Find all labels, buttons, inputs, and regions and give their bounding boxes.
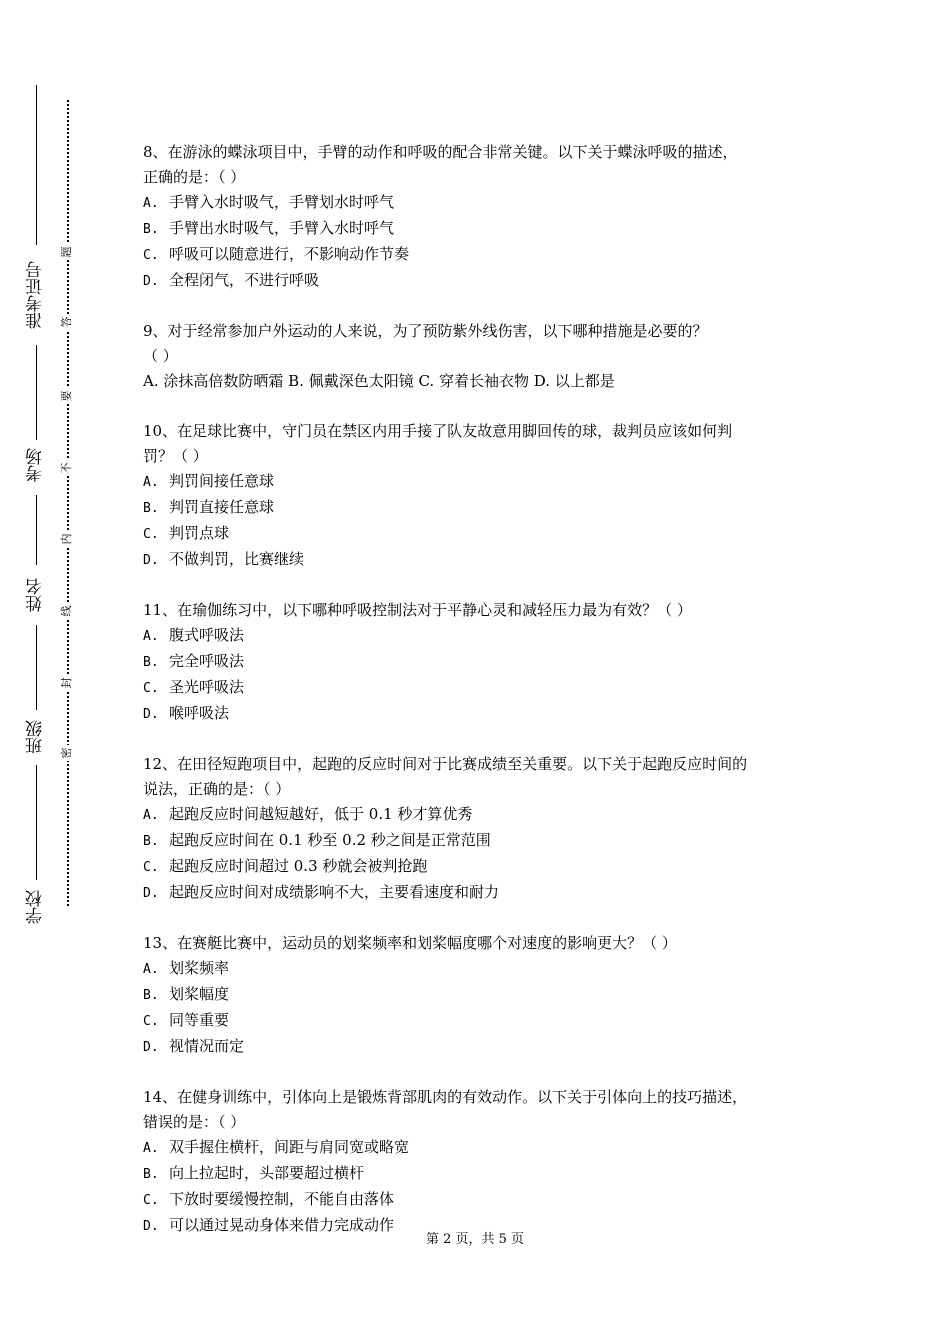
question-list [143, 140, 823, 1264]
question-stem: 8、在游泳的蝶泳项目中，手臂的动作和呼吸的配合非常关键。以下关于蝶泳呼吸的描述， [143, 143, 738, 161]
option-b: B. 手臂出水时吸气，手臂入水时呼气 [143, 219, 395, 237]
question-stem: 11、在瑜伽练习中，以下哪种呼吸控制法对于平静心灵和减轻压力最为有效？（ ） [143, 601, 692, 619]
question-9 [143, 319, 823, 394]
seal-char: 不 [59, 460, 75, 476]
option-d: D. 不做判罚，比赛继续 [143, 550, 305, 568]
option-b: B. 起跑反应时间在 0.1 秒至 0.2 秒之间是正常范围 [143, 831, 491, 849]
question-stem: 9、对于经常参加户外运动的人来说，为了预防紫外线伤害，以下哪种措施是必要的？ [143, 322, 708, 340]
option-b: B. 判罚直接任意球 [143, 498, 275, 516]
option-d: D. 喉呼吸法 [143, 704, 230, 722]
question-stem: 说法，正确的是：（ ） [143, 780, 291, 798]
question-12 [143, 752, 823, 906]
question-14 [143, 1085, 823, 1239]
rule-line [36, 765, 37, 880]
question-stem: 14、在健身训练中，引体向上是锻炼背部肌肉的有效动作。以下关于引体向上的技巧描述， [143, 1088, 748, 1106]
question-13 [143, 931, 823, 1060]
seal-char: 题 [59, 244, 75, 260]
option-c: C. 圣光呼吸法 [143, 678, 245, 696]
inline-options: A. 涂抹高倍数防晒霜 B. 佩戴深色太阳镜 C. 穿着长袖衣物 D. 以上都是 [143, 372, 615, 390]
option-a: A. 判罚间接任意球 [143, 472, 275, 490]
question-stem: 10、在足球比赛中，守门员在禁区内用手接了队友故意用脚回传的球，裁判员应该如何判 [143, 422, 733, 440]
binding-field-school: 学校 [26, 890, 46, 924]
option-a: A. 起跑反应时间越短越好，低于 0.1 秒才算优秀 [143, 805, 473, 823]
rule-line [36, 495, 37, 565]
seal-char: 线 [59, 603, 75, 619]
option-a: A. 双手握住横杆，间距与肩同宽或略宽 [143, 1138, 410, 1156]
option-b: B. 划桨幅度 [143, 985, 230, 1003]
option-d: D. 起跑反应时间对成绩影响不大，主要看速度和耐力 [143, 883, 500, 901]
option-a: A. 手臂入水时吸气，手臂划水时呼气 [143, 193, 395, 211]
option-c: C. 呼吸可以随意进行，不影响动作节奏 [143, 245, 410, 263]
question-10 [143, 419, 823, 573]
question-11 [143, 598, 823, 727]
option-a: A. 腹式呼吸法 [143, 626, 245, 644]
binding-field-name: 姓名 [26, 578, 46, 612]
seal-char: 内 [59, 531, 75, 547]
option-d: D. 可以通过晃动身体来借力完成动作 [143, 1216, 395, 1234]
question-stem: 错误的是：（ ） [143, 1113, 246, 1131]
option-d: D. 全程闭气，不进行呼吸 [143, 271, 320, 289]
rule-line [36, 625, 37, 710]
question-stem: （ ） [143, 347, 178, 365]
rule-line [36, 85, 37, 245]
option-d: D. 视情况而定 [143, 1037, 245, 1055]
seal-char: 要 [59, 388, 75, 404]
binding-field-exam-room: 考场 [26, 448, 46, 482]
page-footer: 第 2 页，共 5 页 [425, 1232, 525, 1247]
question-stem: 12、在田径短跑项目中，起跑的反应时间对于比赛成绩至关重要。以下关于起跑反应时间的 [143, 755, 748, 773]
rule-line [36, 345, 37, 440]
binding-field-class: 班级 [26, 720, 46, 754]
option-c: C. 下放时要缓慢控制，不能自由落体 [143, 1190, 395, 1208]
question-stem: 正确的是：（ ） [143, 168, 246, 186]
question-stem: 罚？（ ） [143, 447, 208, 465]
option-c: C. 起跑反应时间超过 0.3 秒就会被判抢跑 [143, 857, 428, 875]
option-c: C. 判罚点球 [143, 524, 230, 542]
question-stem: 13、在赛艇比赛中，运动员的划桨频率和划桨幅度哪个对速度的影响更大？（ ） [143, 934, 677, 952]
seal-char: 密 [59, 745, 75, 761]
question-8 [143, 140, 823, 294]
seal-dotted-line [67, 100, 69, 906]
seal-char: 答 [59, 314, 75, 330]
option-a: A. 划桨频率 [143, 959, 230, 977]
option-b: B. 完全呼吸法 [143, 652, 245, 670]
option-c: C. 同等重要 [143, 1011, 230, 1029]
option-b: B. 向上拉起时，头部要超过横杆 [143, 1164, 365, 1182]
seal-char: 封 [59, 675, 75, 691]
binding-field-exam-id: 准考证号 [26, 261, 46, 329]
